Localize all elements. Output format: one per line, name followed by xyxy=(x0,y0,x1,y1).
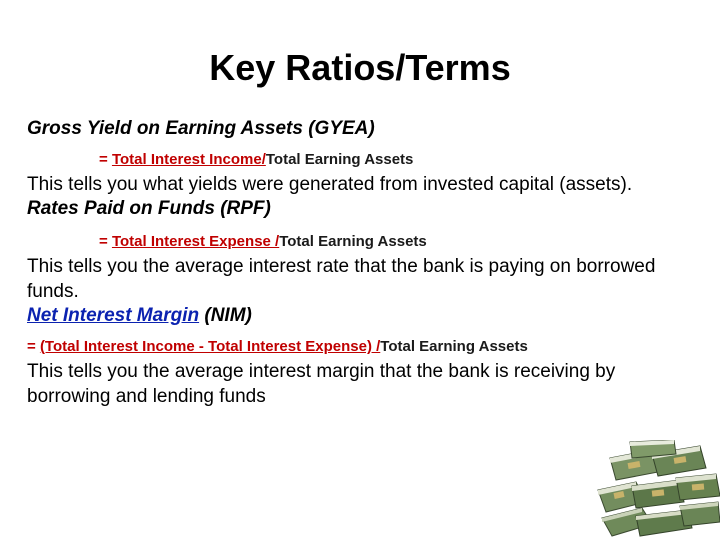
nim-link[interactable]: Net Interest Margin xyxy=(27,305,200,326)
slide-body xyxy=(27,117,697,409)
gyea-denominator: Total Earning Assets xyxy=(265,151,414,168)
gyea-description: This tells you what yields were generated from invested capital (assets). xyxy=(27,174,633,195)
nim-term xyxy=(27,304,697,328)
gyea-formula xyxy=(27,150,697,170)
nim-numerator: (Total Interest Income - Total Interest Expense) / xyxy=(39,338,381,355)
gyea-term: Gross Yield on Earning Assets (GYEA) xyxy=(27,118,375,139)
bill-stack-mid-right xyxy=(676,474,720,500)
rpf-description: This tells you the average interest rate that the bank is paying on borrowed funds. xyxy=(27,256,656,302)
nim-formula xyxy=(27,337,697,357)
rpf-eq: = xyxy=(99,233,112,250)
slide-title: Key Ratios/Terms xyxy=(209,47,511,88)
rpf-numerator: Total Interest Expense / xyxy=(111,233,280,250)
rpf-denominator: Total Earning Assets xyxy=(279,233,427,250)
gyea-numerator: Total Interest Income/ xyxy=(111,151,266,168)
nim-eq: = xyxy=(27,338,40,355)
nim-description: This tells you the average interest margin that the bank is receiving by borrowing and lending funds xyxy=(27,361,616,407)
money-stack-icon xyxy=(596,440,720,540)
rpf-term: Rates Paid on Funds (RPF) xyxy=(27,198,271,219)
bill-stack-bottom-right xyxy=(680,502,720,526)
rpf-formula xyxy=(27,232,697,252)
bill-stack-mid-center xyxy=(632,480,684,508)
nim-denominator: Total Earning Assets xyxy=(380,338,528,355)
gyea-eq: = xyxy=(99,151,112,168)
nim-term-suffix: (NIM) xyxy=(199,305,252,326)
